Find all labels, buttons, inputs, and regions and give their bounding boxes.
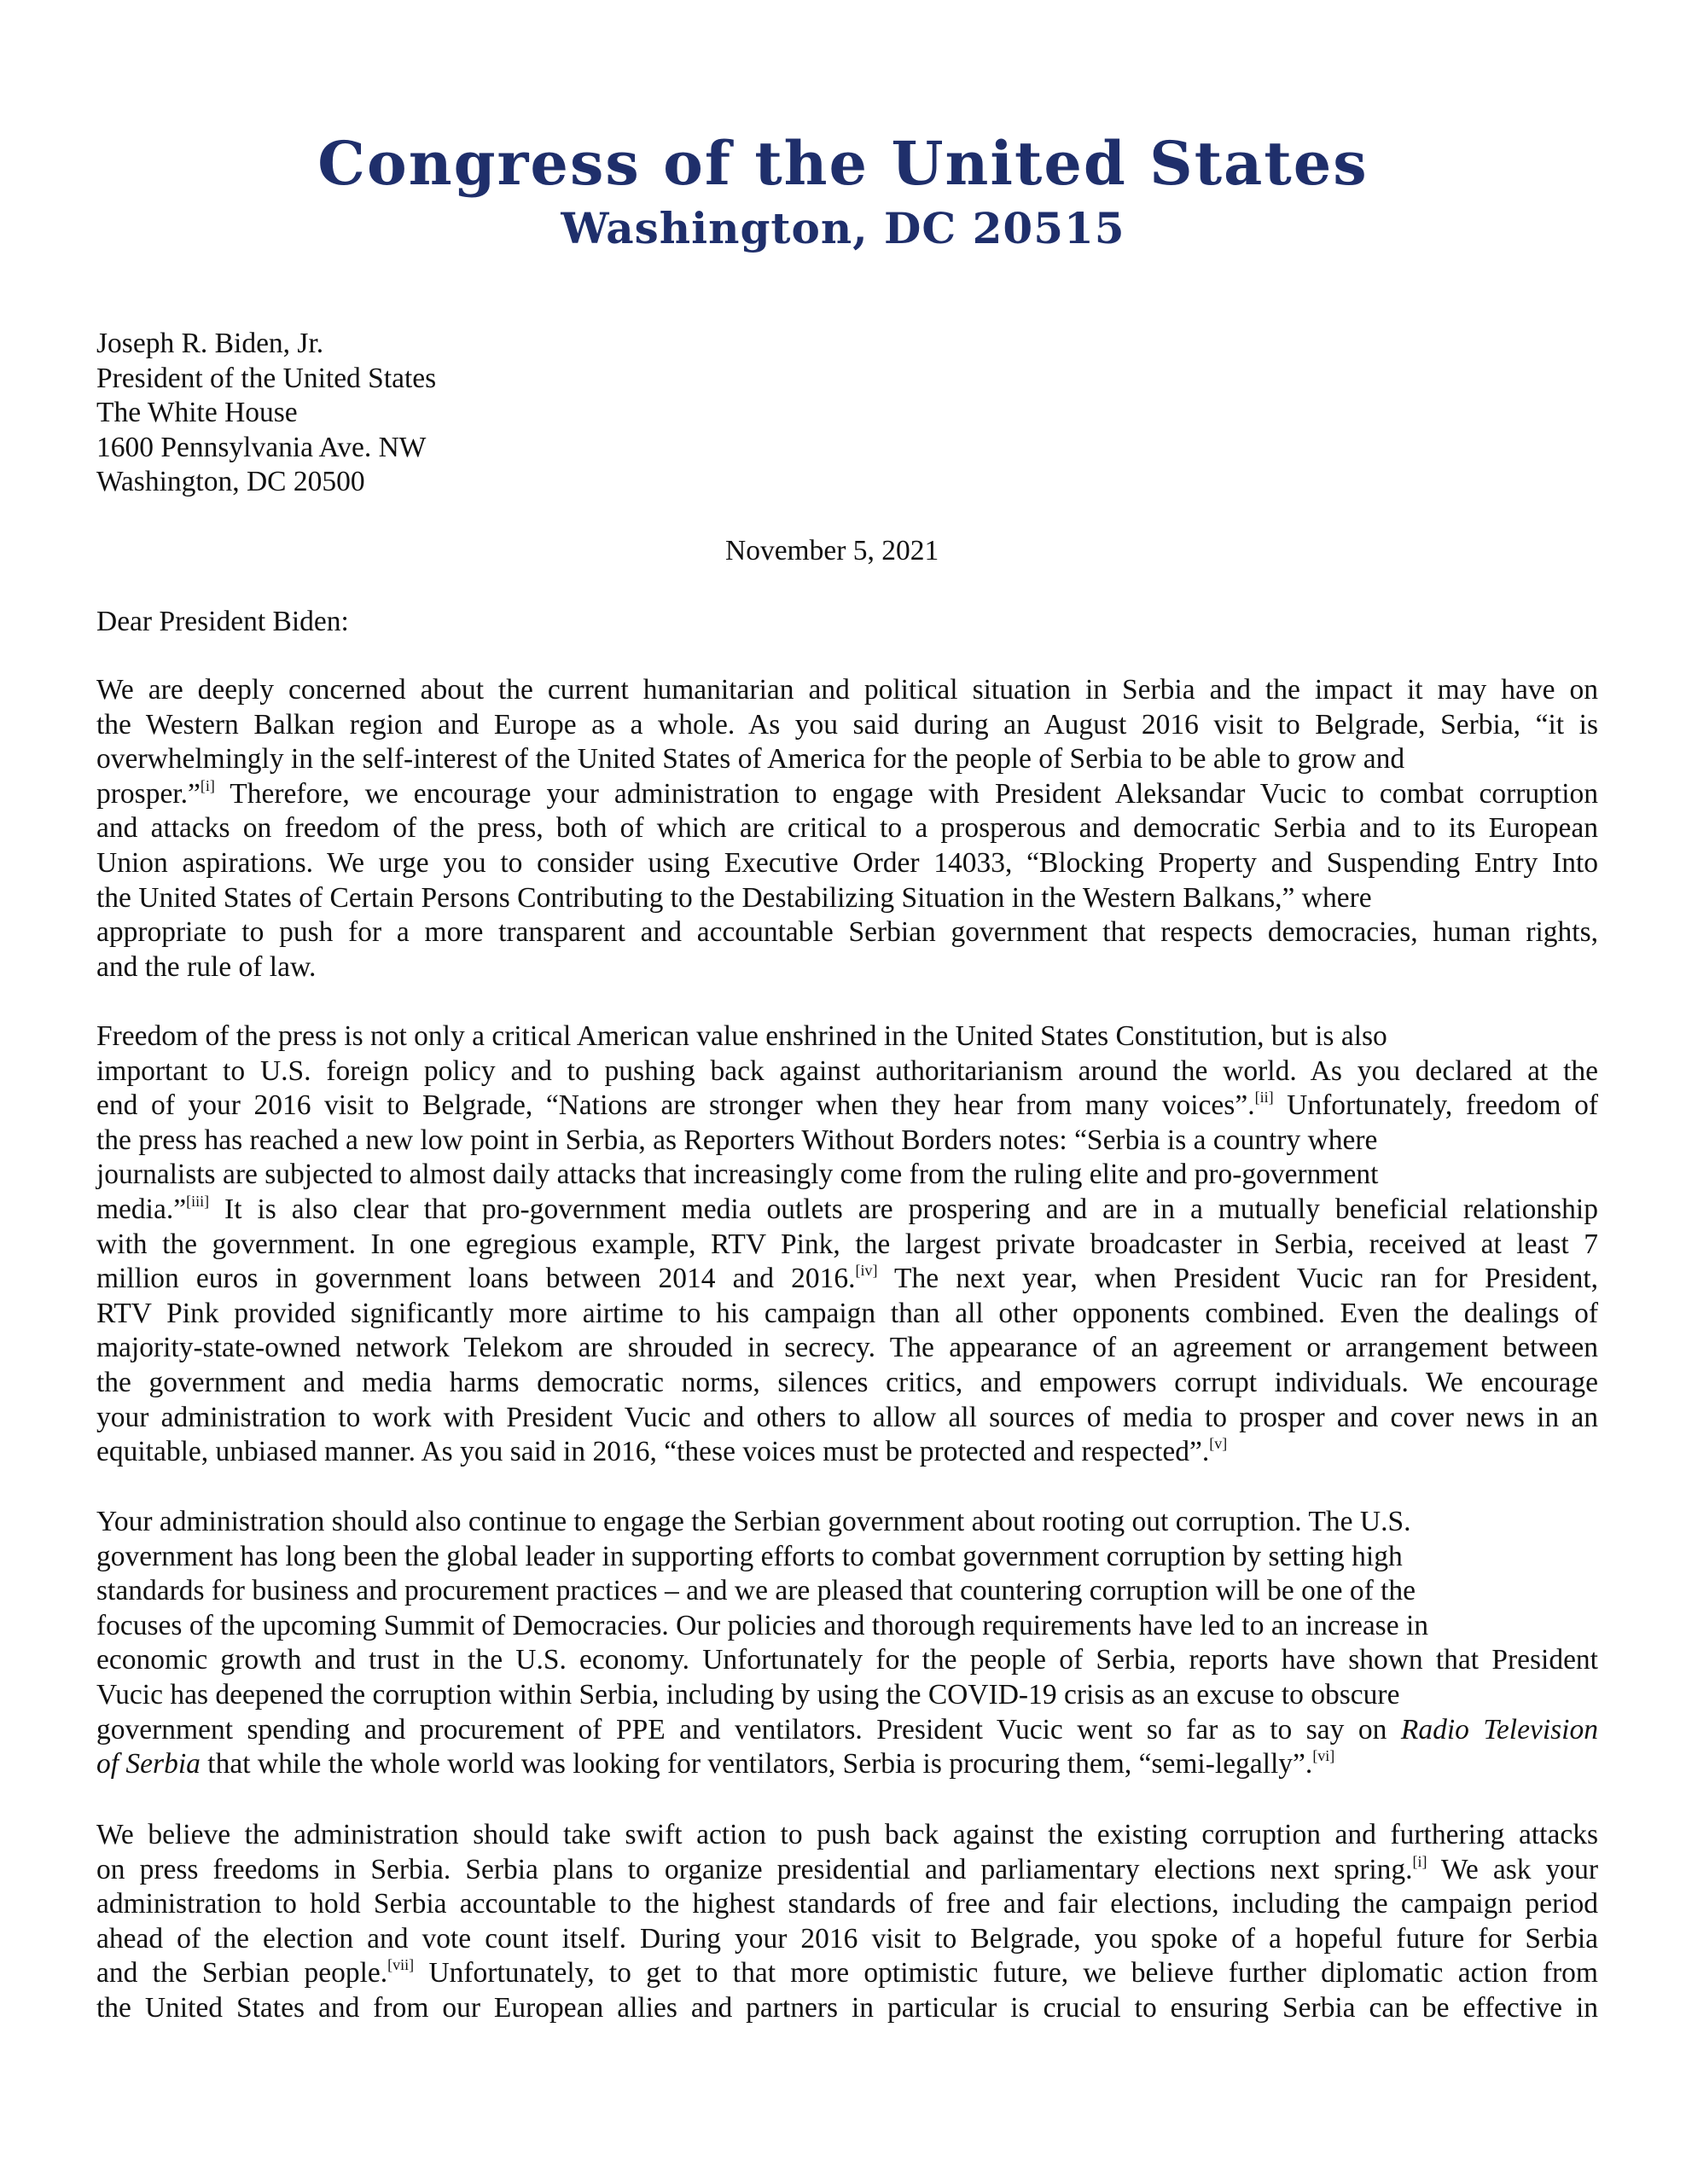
text-line: Union aspirations. We urge you to consider using Executive Order 14033, “Blocking Property and Suspending Entry Into: [96, 846, 1598, 879]
text-segment: end of your 2016 visit to Belgrade, “Nations are stronger when they hear from many voices”.: [96, 1089, 1255, 1122]
text-line: We believe the administration should take swift action to push back against the existing corruption and furthering attacks: [96, 1819, 1598, 1850]
footnote-ref: [vi]: [1312, 1747, 1335, 1765]
recipient-city: Washington, DC 20500: [96, 466, 365, 498]
text-line: your administration to work with President Vucic and others to allow all sources of media to prosper and cover news in an: [96, 1401, 1598, 1433]
recipient-title: President of the United States: [96, 362, 437, 394]
text-line: the press has reached a new low point in Serbia, as Reporters Without Borders notes: “Serbia is a country where: [96, 1124, 1378, 1156]
text-line: economic growth and trust in the U.S. economy. Unfortunately for the people of Serbia, reports have shown that President: [96, 1644, 1598, 1676]
text-line: focuses of the upcoming Summit of Democracies. Our policies and thorough requirements have led to an increase in: [96, 1609, 1429, 1641]
text-segment: media.”: [96, 1193, 187, 1225]
text-line: the government and media harms democratic norms, silences critics, and empowers corrupt individuals. We encourage: [96, 1366, 1598, 1398]
text-line: Your administration should also continue to engage the Serbian government about rooting out corruption. The U.S.: [96, 1506, 1411, 1537]
paragraph-1: [96, 673, 1598, 985]
text-segment: Unfortunately, to get to that more optimistic future, we believe further diplomatic action from: [414, 1957, 1598, 1989]
text-line: appropriate to push for a more transparent and accountable Serbian government that respects democracies, human rights,: [96, 916, 1598, 949]
text-segment: Unfortunately, freedom of: [1273, 1089, 1598, 1122]
text-line: the United States of Certain Persons Contributing to the Destabilizing Situation in the Western Balkans,” where: [96, 881, 1372, 914]
text-line: majority-state-owned network Telekom are shrouded in secrecy. The appearance of an agreement or arrangement between: [96, 1332, 1598, 1364]
footnote-ref: [i]: [1412, 1852, 1427, 1870]
text-line: [96, 1193, 1598, 1228]
publication-title: of Serbia: [96, 1748, 201, 1780]
text-line: standards for business and procurement practices – and we are pleased that countering corruption will be one of the: [96, 1575, 1416, 1607]
text-line: important to U.S. foreign policy and to pushing back against authoritarianism around the world. As you declared at the: [96, 1054, 1598, 1087]
text-line: the Western Balkan region and Europe as a whole. As you said during an August 2016 visit to Belgrade, Serbia, “it is: [96, 708, 1598, 741]
text-line: [96, 1435, 1598, 1470]
text-segment: and the Serbian people.: [96, 1957, 388, 1989]
recipient-office: The White House: [96, 397, 298, 429]
text-line: and the rule of law.: [96, 950, 317, 983]
text-segment: that while the whole world was looking for ventilators, Serbia is procuring them, “semi-legally”.: [200, 1748, 1313, 1780]
text-segment: Therefore, we encourage your administration to engage with President Aleksandar Vucic to combat corruption: [214, 777, 1598, 810]
letterhead-subtitle: Washington, DC 20515: [561, 203, 1125, 253]
letterhead-title: Congress of the United States: [317, 128, 1369, 199]
text-line: government has long been the global leader in supporting efforts to combat government corruption by setting high: [96, 1540, 1403, 1572]
publication-title: Radio Television: [1400, 1713, 1598, 1745]
text-line: administration to hold Serbia accountable to the highest standards of free and fair elections, including the campaign period: [96, 1888, 1598, 1920]
text-line: the United States and from our European allies and partners in particular is crucial to ensuring Serbia can be effective in: [96, 1991, 1598, 2024]
text-line: RTV Pink provided significantly more airtime to his campaign than all other opponents combined. Even the dealings of: [96, 1297, 1598, 1329]
text-line: ahead of the election and vote count itself. During your 2016 visit to Belgrade, you spoke of a hopeful future for Serbia: [96, 1922, 1598, 1955]
text-segment: prosper.”: [96, 777, 201, 810]
text-segment: The next year, when President Vucic ran for President,: [877, 1263, 1598, 1295]
text-line: Vucic has deepened the corruption within Serbia, including by using the COVID-19 crisis as an excuse to obscure: [96, 1678, 1400, 1711]
paragraph-4: [96, 1818, 1598, 2026]
text-line: with the government. In one egregious example, RTV Pink, the largest private broadcaster in Serbia, received at least 7: [96, 1228, 1598, 1260]
recipient-name: Joseph R. Biden, Jr.: [96, 328, 324, 359]
footnote-ref: [v]: [1209, 1435, 1228, 1453]
text-segment: on press freedoms in Serbia. Serbia plans to organize presidential and parliamentary elections next spring.: [96, 1853, 1413, 1885]
text-line: [96, 1853, 1598, 1888]
salutation: Dear President Biden:: [96, 606, 349, 637]
text-line: and attacks on freedom of the press, both of which are critical to a prosperous and democratic Serbia and to its European: [96, 812, 1598, 845]
text-line: [96, 1747, 1598, 1782]
text-segment: It is also clear that pro-government media outlets are prospering and are in a mutually beneficial relationship: [209, 1193, 1598, 1225]
text-line: Freedom of the press is not only a critical American value enshrined in the United States Constitution, but is also: [96, 1020, 1387, 1052]
recipient-street: 1600 Pennsylvania Ave. NW: [96, 431, 427, 463]
text-line: [96, 1089, 1598, 1124]
text-segment: We ask your: [1427, 1853, 1598, 1885]
paragraph-3: [96, 1505, 1598, 1782]
text-line: We are deeply concerned about the current humanitarian and political situation in Serbia and the impact it may have on: [96, 674, 1598, 706]
text-line: [96, 1262, 1598, 1297]
footnote-ref: [iii]: [186, 1192, 210, 1210]
text-segment: million euros in government loans between 2014 and 2016.: [96, 1263, 856, 1295]
text-line: [96, 777, 1598, 812]
recipient-address: [96, 327, 1598, 500]
letter-date: November 5, 2021: [725, 535, 939, 566]
text-segment: equitable, unbiased manner. As you said in 2016, “these voices must be protected and respected”.: [96, 1436, 1210, 1468]
footnote-ref: [iv]: [855, 1262, 878, 1280]
text-line: [96, 1713, 1598, 1748]
text-segment: government spending and procurement of PPE and ventilators. President Vucic went so far as to say on: [96, 1713, 1401, 1745]
footnote-ref: [i]: [200, 776, 215, 794]
paragraph-2: [96, 1019, 1598, 1470]
footnote-ref: [ii]: [1254, 1089, 1274, 1107]
footnote-ref: [vii]: [387, 1956, 415, 1974]
text-line: [96, 1956, 1598, 1991]
text-line: journalists are subjected to almost daily attacks that increasingly come from the ruling elite and pro-government: [96, 1159, 1379, 1191]
text-line: overwhelmingly in the self-interest of the United States of America for the people of Serbia to be able to grow and: [96, 743, 1405, 775]
